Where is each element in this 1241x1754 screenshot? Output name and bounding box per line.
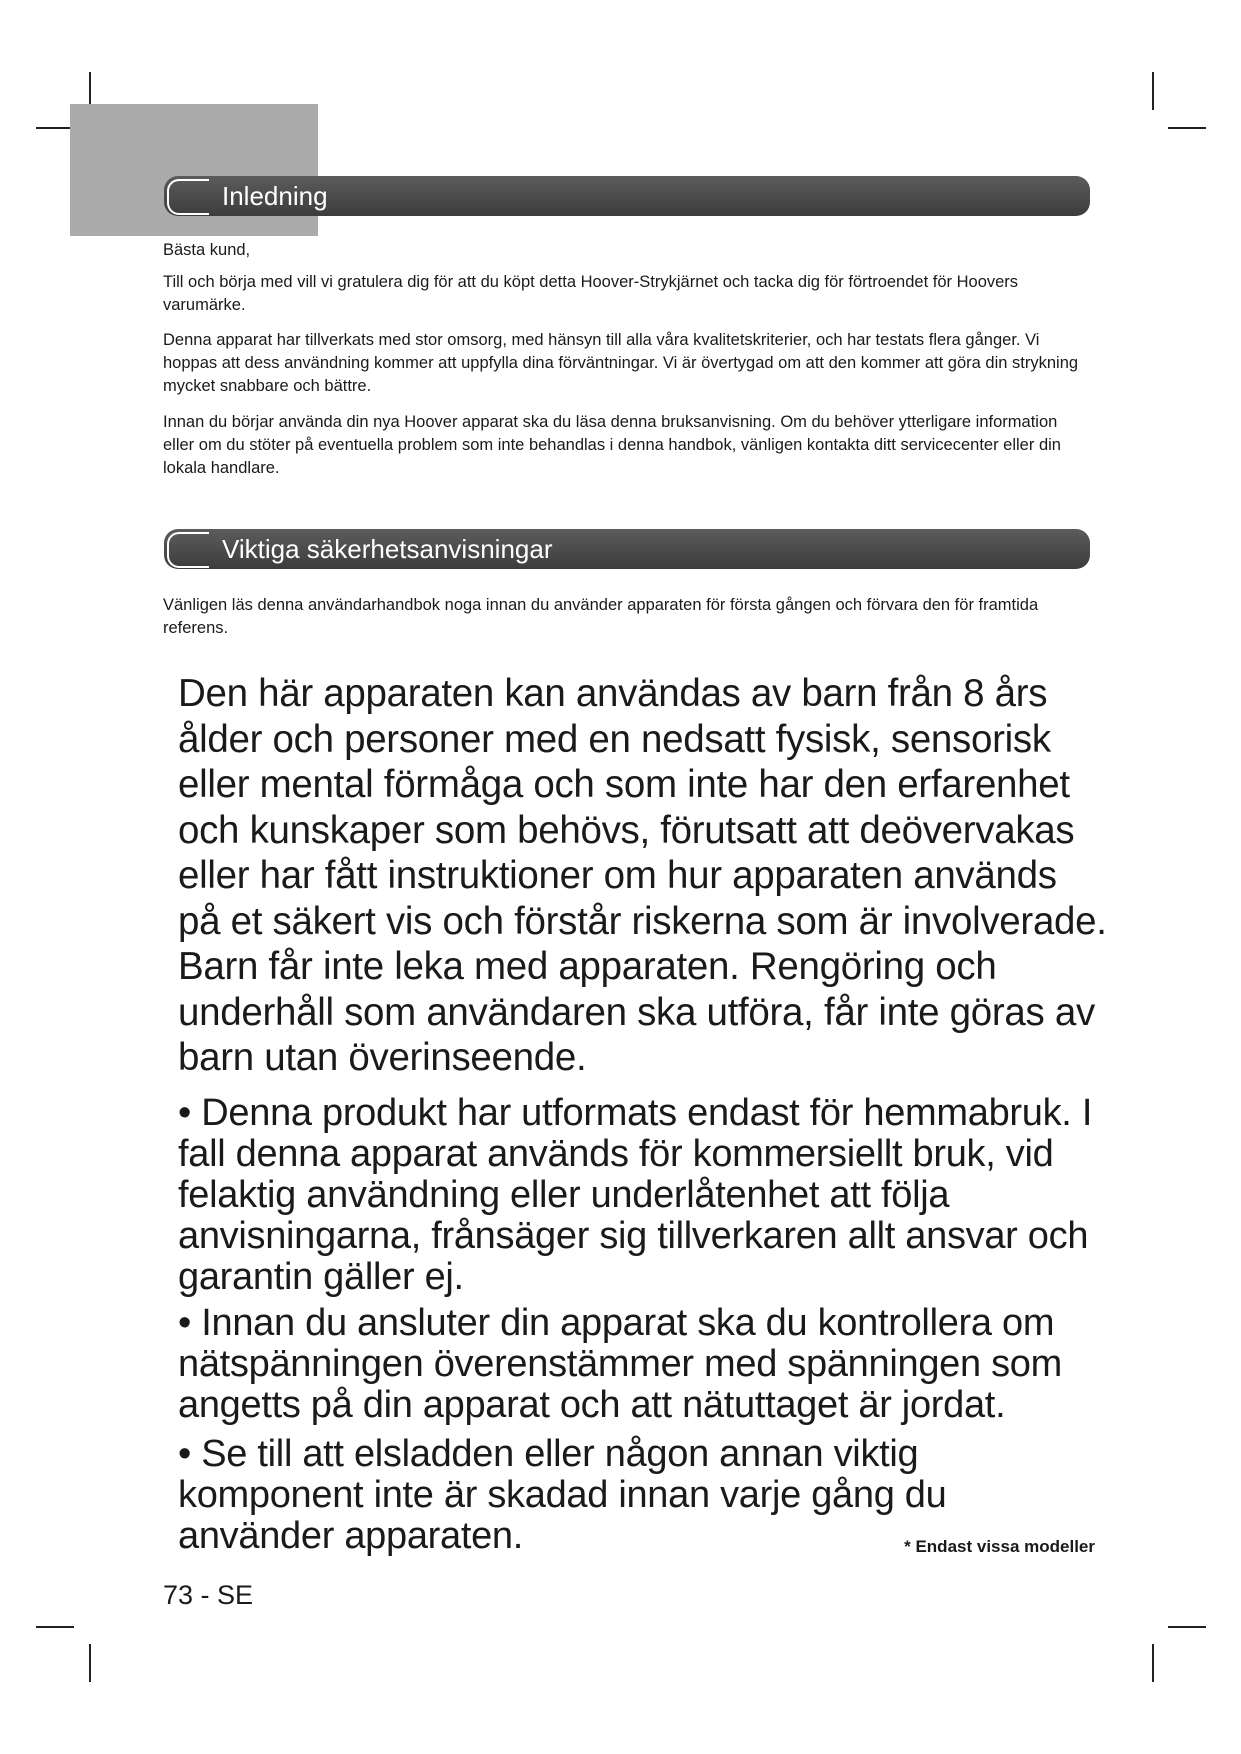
crop-mark-bottom-left-h — [36, 1626, 74, 1628]
bullet-household-use: • Denna produkt har utformats endast för hemmabruk. I fall denna apparat används för kommersiellt bruk, vid felaktig användning eller underlåtenhet att följa anvisningarna, frånsäger sig tillverkaren allt ansvar och garantin gäller ej. — [178, 1092, 1093, 1298]
crop-mark-top-right-v — [1152, 72, 1154, 110]
child-safety-warning: Den här apparaten kan användas av barn från 8 års ålder och personer med en nedsatt fysisk, sensorisk eller mental förmåga och som inte har den erfarenhet och kunskaper som behövs, förutsatt att deövervakas eller har fått instruktioner om hur apparaten används på et säkert vis och förstår riskerna som är involverade. Barn får inte leka med apparaten. Rengöring och underhåll som användaren ska utföra, får inte göras av barn utan överinseende. — [178, 672, 1107, 1079]
section-header-inledning: Inledning — [164, 176, 1090, 216]
bullet-voltage-check: • Innan du ansluter din apparat ska du kontrollera om nätspänningen överenstämmer med spänningen som angetts på din apparat och att nätuttaget är jordat. — [178, 1302, 1062, 1426]
page-number: 73 - SE — [163, 1580, 254, 1610]
footnote: * Endast vissa modeller — [904, 1537, 1095, 1556]
crop-mark-bottom-right-h — [1168, 1626, 1206, 1628]
crop-mark-bottom-right-v — [1152, 1644, 1154, 1682]
intro-paragraph-2: Denna apparat har tillverkats med stor omsorg, med hänsyn till alla våra kvalitetskriterier, och har testats flera gånger. Vi hoppas att dess användning kommer att uppfylla dina förväntningar. Vi är övertygad om att den kommer att göra din strykning mycket snabbare och bättre. — [163, 331, 1079, 395]
crop-mark-top-right-h — [1168, 127, 1206, 129]
bullet-cord-check: • Se till att elsladden eller någon annan viktig komponent inte är skadad innan varje gång du använder apparaten. — [178, 1433, 947, 1557]
greeting: Bästa kund, — [163, 241, 251, 259]
section-header-safety: Viktiga säkerhetsanvisningar — [164, 529, 1090, 569]
corner-gray-tab — [70, 104, 318, 236]
intro-paragraph-3: Innan du börjar använda din nya Hoover apparat ska du läsa denna bruksanvisning. Om du behöver ytterligare information eller om du stöter på eventuella problem som inte behandlas i denna handbok, vänligen kontakta ditt servicecenter eller din lokala handlare. — [163, 413, 1061, 477]
safety-lead-paragraph: Vänligen läs denna användarhandbok noga innan du använder apparaten för första gången och förvara den för framtida referens. — [163, 596, 1039, 637]
crop-mark-top-left-h — [36, 127, 74, 129]
crop-mark-bottom-left-v — [89, 1644, 91, 1682]
intro-paragraph-1: Till och börja med vill vi gratulera dig för att du köpt detta Hoover-Strykjärnet och tacka dig för förtroendet för Hoovers varumärke. — [163, 273, 1019, 314]
